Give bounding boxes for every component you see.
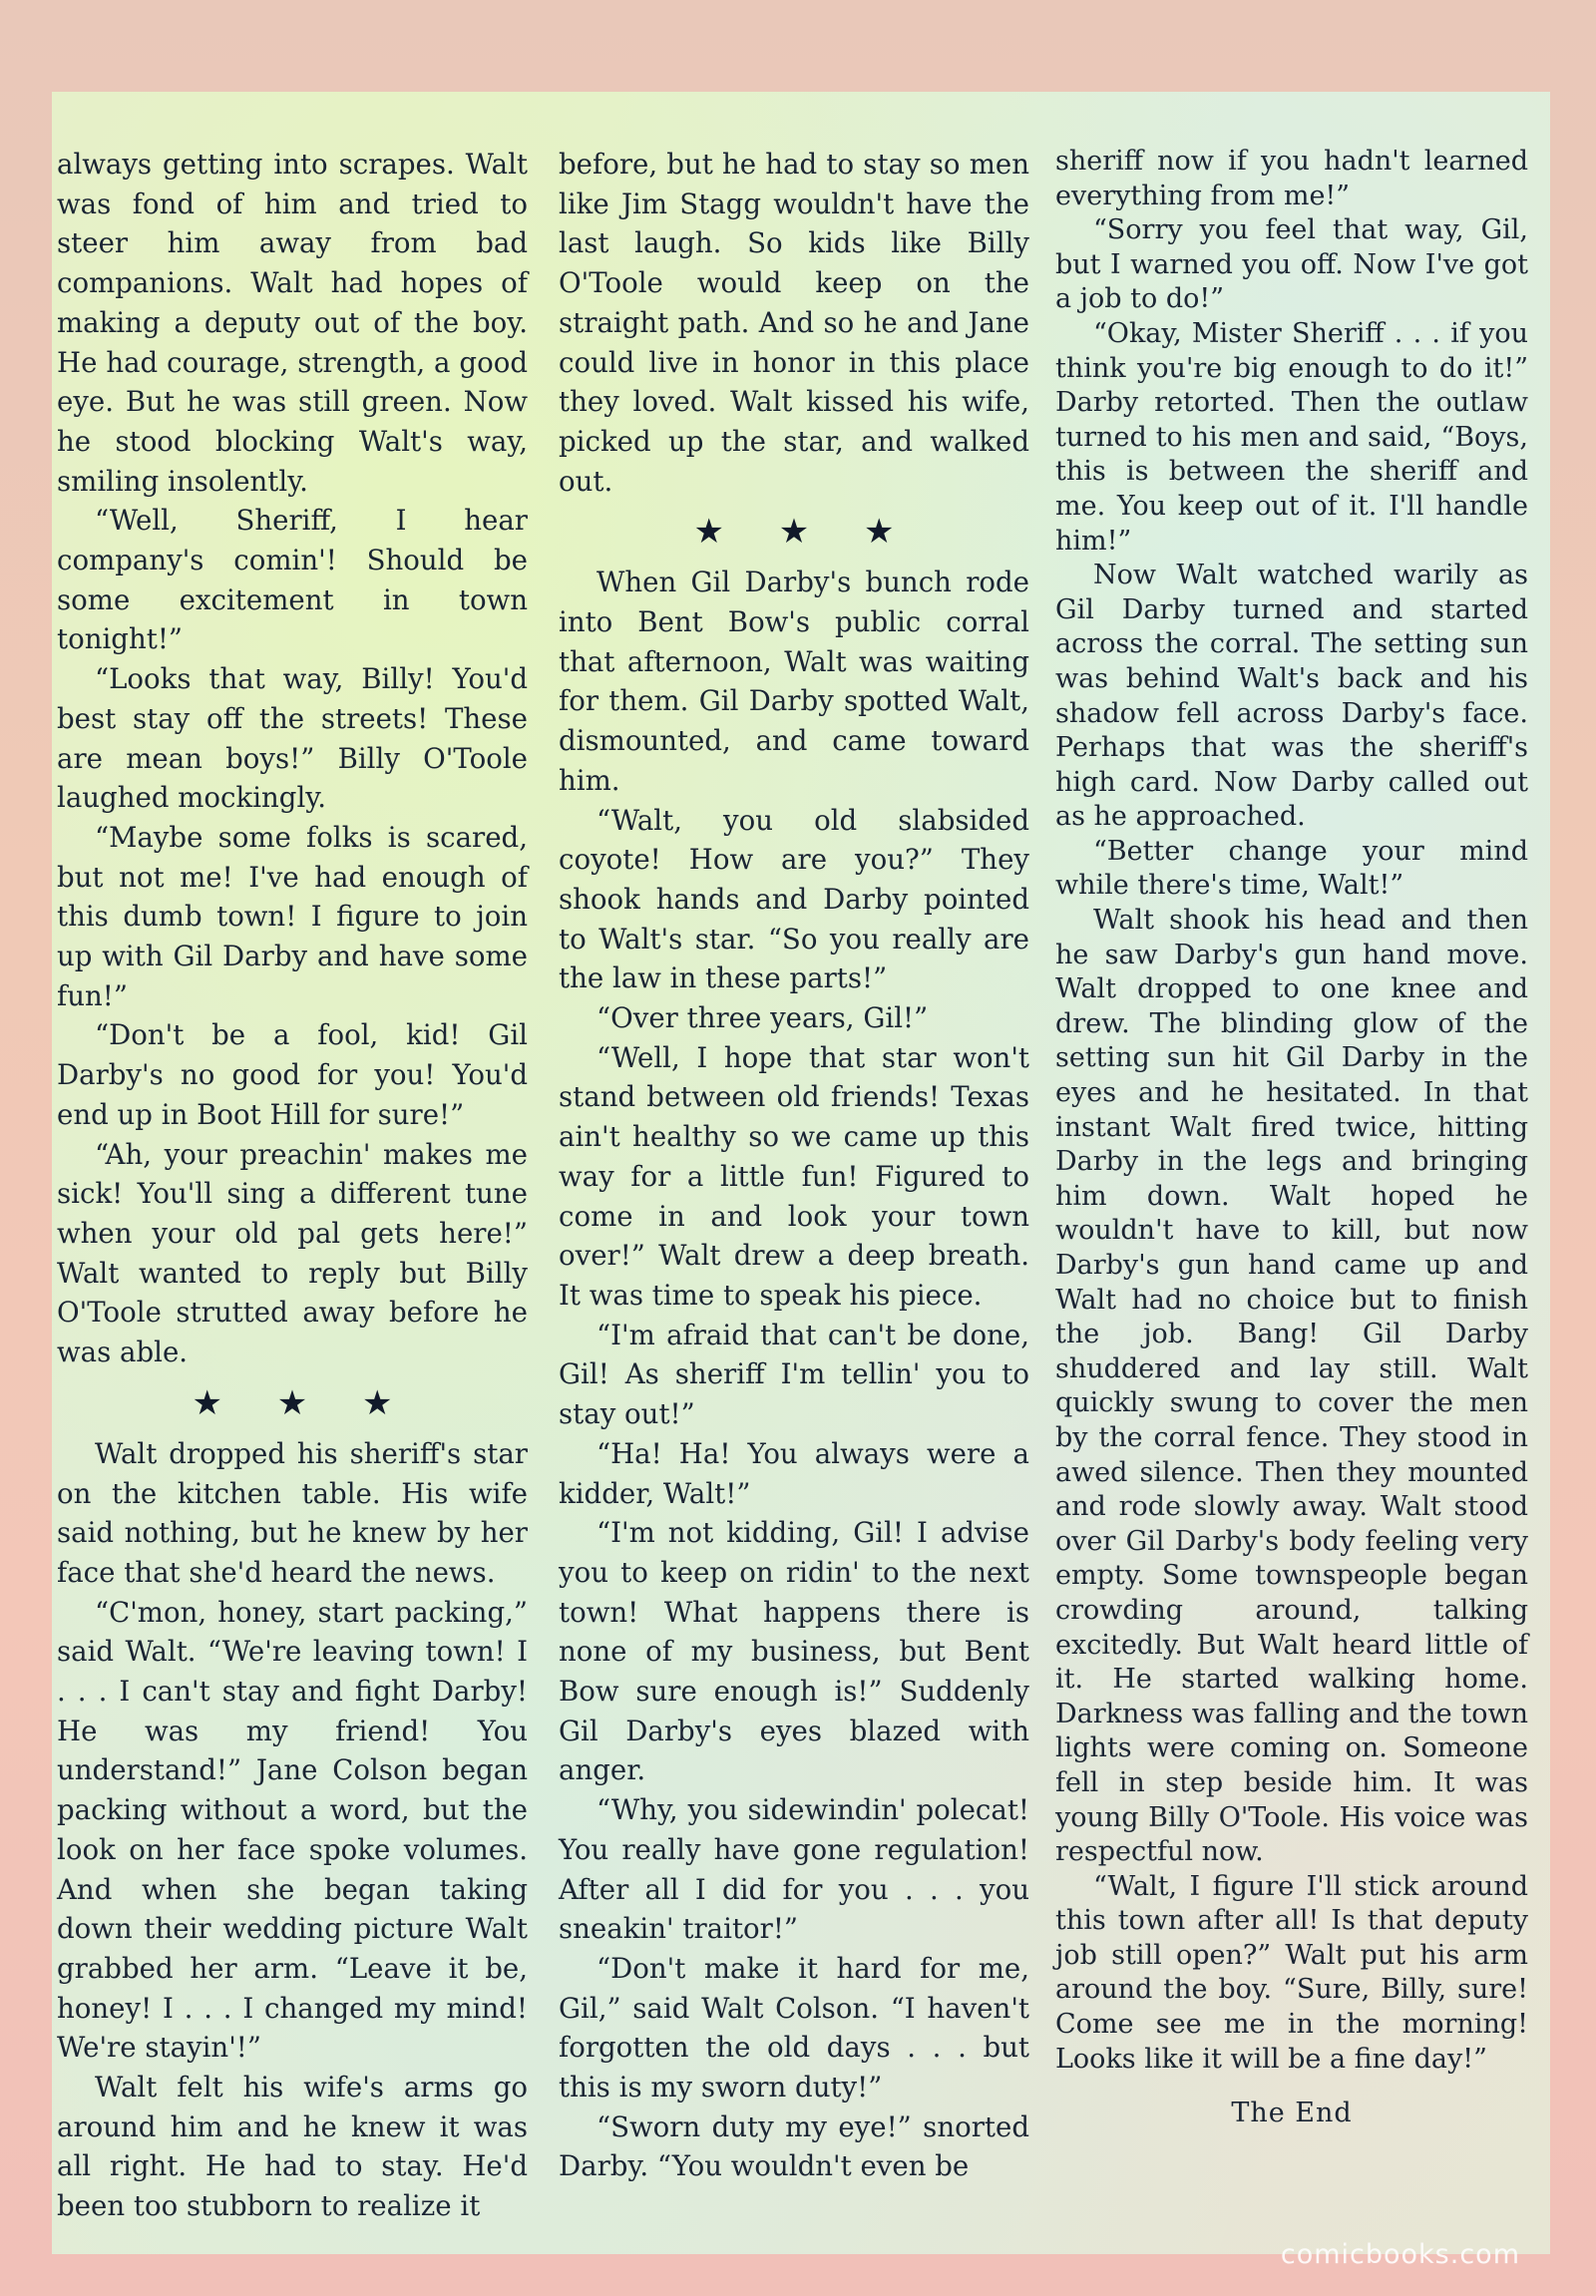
paragraph: “Looks that way, Billy! You'd best stay off the streets! These are mean boys!” Billy O'Toole laughed mockingly. [57, 662, 528, 815]
paragraph: “Walt, you old slabsided coyote! How are you?” They shook hands and Darby pointed to Walt's star. “So you really are the law in these parts!” [559, 803, 1029, 995]
paragraph: “Don't make it hard for me, Gil,” said Walt Colson. “I haven't forgotten the old days . . . but this is my sworn duty!” [559, 1951, 1029, 2105]
paragraph: “Sorry you feel that way, Gil, but I warned you off. Now I've got a job to do!” [1055, 214, 1528, 315]
text-column-3 [1055, 145, 1528, 2149]
paragraph: “Ha! Ha! You always were a kidder, Walt!” [559, 1436, 1029, 1510]
paragraph: “Don't be a fool, kid! Gil Darby's no good for you! You'd end up in Boot Hill for sure!” [57, 1018, 528, 1131]
paragraph: Walt shook his head and then he saw Darby's gun hand move. Walt dropped to one knee and drew. The blinding glow of the setting sun hit Gil Darby in the eyes and he hesitated. In that instant Walt fired twice, hitting Darby in the legs and bringing him down. Walt hoped he wouldn't have to kill, but now Darby's gun hand came up and Walt had no choice but to finish the job. Bang! Gil Darby shuddered and lay still. Walt quickly swung to cover the men by the corral fence. They stood in awed silence. Then they mounted and rode slowly away. Walt stood over Gil Darby's body feeling very empty. Some townspeople began crowding around, talking excitedly. But Walt heard little of it. He started walking home. Darkness was falling and the town lights were coming on. Someone fell in step beside him. It was young Billy O'Toole. His voice was respectful now. [1055, 905, 1528, 1868]
section-break-stars: ★ ★ ★ [693, 512, 917, 553]
text-column-1 [57, 145, 528, 2223]
paragraph: Walt felt his wife's arms go around him and he knew it was all right. He had to stay. He'd been too stubborn to realize it [57, 2071, 528, 2223]
paragraph: before, but he had to stay so men like Jim Stagg wouldn't have the last laugh. So kids like Billy O'Toole would keep on the straight path. And so he and Jane could live in honor in this place they loved. Walt kissed his wife, picked up the star, and walked out. [559, 148, 1029, 498]
the-end-label: The End [1231, 2098, 1353, 2129]
paragraph: “Sworn duty my eye!” snorted Darby. “You wouldn't even be [559, 2109, 1029, 2183]
paragraph: When Gil Darby's bunch rode into Bent Bow's public corral that afternoon, Walt was waiting for them. Gil Darby spotted Walt, dismounted, and came toward him. [559, 566, 1029, 797]
paragraph: “Maybe some folks is scared, but not me! I've had enough of this dumb town! I figure to join up with Gil Darby and have some fun!” [57, 820, 528, 1012]
site-watermark: comicbooks.com [1280, 2239, 1520, 2270]
paragraph: “I'm afraid that can't be done, Gil! As sheriff I'm tellin' you to stay out!” [559, 1318, 1029, 1431]
text-column-2 [559, 145, 1029, 2183]
paragraph: “I'm not kidding, Gil! I advise you to keep on ridin' to the next town! What happens there is none of my business, but Bent Bow sure enough is!” Suddenly Gil Darby's eyes blazed with anger. [559, 1516, 1029, 1787]
section-break-stars: ★ ★ ★ [192, 1382, 415, 1423]
paragraph: “C'mon, honey, start packing,” said Walt. “We're leaving town! I . . . I can't stay and fight Darby! He was my friend! You understand!” Jane Colson began packing without a word, but the look on her face spoke volumes. And when she began taking down their wedding picture Walt grabbed her arm. “Leave it be, honey! I . . . I changed my mind! We're stayin'!” [57, 1595, 528, 2065]
paragraph: “Well, I hope that star won't stand between old friends! Texas ain't healthy so we came up this way for a little fun! Figured to come in and look your town over!” Walt drew a deep breath. It was time to speak his piece. [559, 1040, 1029, 1312]
paragraph: Walt dropped his sheriff's star on the kitchen table. His wife said nothing, but he knew by her face that she'd heard the news. [57, 1436, 528, 1589]
paragraph: always getting into scrapes. Walt was fond of him and tried to steer him away from bad companions. Walt had hopes of making a deputy out of the boy. He had courage, strength, a good eye. But he was still green. Now he stood blocking Walt's way, smiling insolently. [57, 148, 528, 498]
paragraph: “Ah, your preachin' makes me sick! You'll sing a different tune when your old pal gets here!” Walt wanted to reply but Billy O'Toole strutted away before he was able. [57, 1137, 528, 1369]
paragraph: “Okay, Mister Sheriff . . . if you think you're big enough to do it!” Darby retorted. Then the outlaw turned to his men and said, “Boys, this is between the sheriff and me. You keep out of it. I'll handle him!” [1055, 317, 1528, 557]
paragraph: sheriff now if you hadn't learned everything from me!” [1055, 146, 1528, 211]
paragraph: “Walt, I figure I'll stick around this town after all! Is that deputy job still open?” Walt put his arm around the boy. “Sure, Billy, sure! Come see me in the morning! Looks like it will be a fine day!” [1055, 1870, 1528, 2075]
paragraph: “Well, Sheriff, I hear company's comin'! Should be some excitement in town tonight!” [57, 504, 528, 656]
paragraph: “Better change your mind while there's time, Walt!” [1055, 835, 1528, 902]
paragraph: Now Walt watched warily as Gil Darby turned and started across the corral. The setting sun was behind Walt's back and his shadow fell across Darby's face. Perhaps that was the sheriff's high card. Now Darby called out as he approached. [1055, 560, 1528, 833]
paragraph: “Why, you sidewindin' polecat! You really have gone regulation! After all I did for you . . . you sneakin' traitor!” [559, 1793, 1029, 1946]
paragraph: “Over three years, Gil!” [597, 1001, 929, 1035]
